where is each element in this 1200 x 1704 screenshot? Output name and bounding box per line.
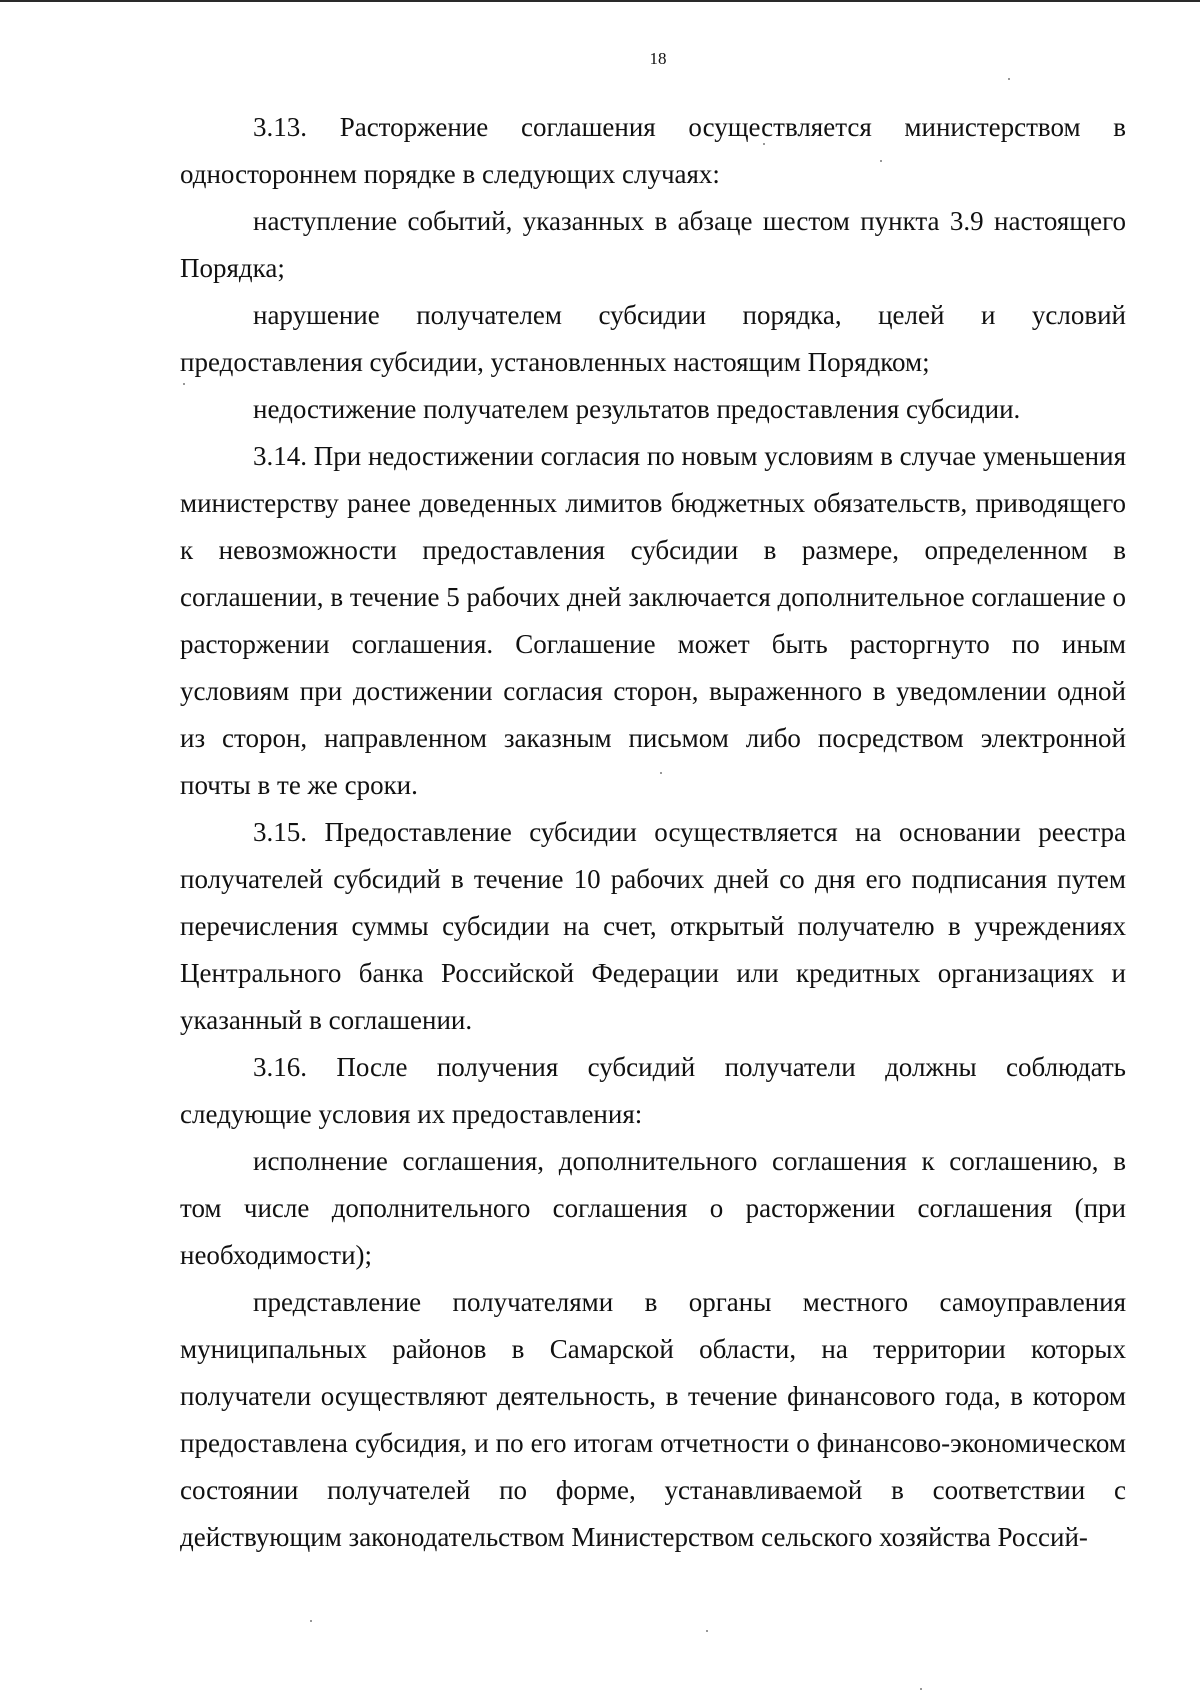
paragraph-execution: исполнение соглашения, дополнительного соглашения к соглашению, в том числе дополнительного соглашения о расторжении соглашения (при необходимости); bbox=[180, 1146, 1126, 1270]
scan-top-edge bbox=[0, 0, 1200, 2]
scan-speck bbox=[1008, 78, 1010, 80]
page-number: 18 bbox=[649, 49, 667, 68]
paragraph-3-14: 3.14. При недостижении согласия по новым условиям в случае уменьшения министерству ранее доведенных лимитов бюджетных обязательств, приводящего к невозможности предоставления субсидии в размере, определенном в соглашении, в течение 5 рабочих дней заключается дополнительное соглашение о расторжении соглашения. Соглашение может быть расторгнуто по иным условиям при достижении согласия сторон, выраженного в уведомлении одной из сторон, направленном заказным письмом либо посредством электронной почты в те же сроки. bbox=[180, 441, 1126, 800]
paragraph-3-13: 3.13. Расторжение соглашения осуществляется министерством в одностороннем порядке в следующих случаях: bbox=[180, 112, 1126, 189]
scan-speck bbox=[920, 1688, 922, 1690]
document-body bbox=[180, 104, 1126, 1561]
paragraph-event-occurrence: наступление событий, указанных в абзаце шестом пункта 3.9 настоящего Порядка; bbox=[180, 206, 1126, 283]
scan-speck bbox=[763, 143, 765, 145]
paragraph-reporting: представление получателями в органы местного самоуправления муниципальных районов в Самарской области, на территории которых получатели осуществляют деятельность, в течение финансового года, в котором предоставлена субсидия, и по его итогам отчетности о финансово-экономическом состоянии получателей по форме, устанавливаемой в соответствии с действующим законодательством Министерством сельского хозяйства Россий- bbox=[180, 1287, 1126, 1552]
paragraph-violation: нарушение получателем субсидии порядка, целей и условий предоставления субсидии, установленных настоящим Порядком; bbox=[180, 300, 1126, 377]
scan-speck bbox=[660, 772, 662, 774]
scan-speck bbox=[880, 160, 882, 162]
paragraph-non-achievement: недостижение получателем результатов предоставления субсидии. bbox=[253, 394, 1021, 424]
paragraph-3-15: 3.15. Предоставление субсидии осуществляется на основании реестра получателей субсидий в течение 10 рабочих дней со дня его подписания путем перечисления суммы субсидии на счет, открытый получателю в учреждениях Центрального банка Российской Федерации или кредитных организациях и указанный в соглашении. bbox=[180, 817, 1126, 1035]
scan-speck bbox=[310, 1620, 312, 1622]
scan-speck bbox=[706, 1630, 708, 1632]
scan-speck bbox=[183, 383, 185, 385]
paragraph-3-16: 3.16. После получения субсидий получатели должны соблюдать следующие условия их предоставления: bbox=[180, 1052, 1126, 1129]
